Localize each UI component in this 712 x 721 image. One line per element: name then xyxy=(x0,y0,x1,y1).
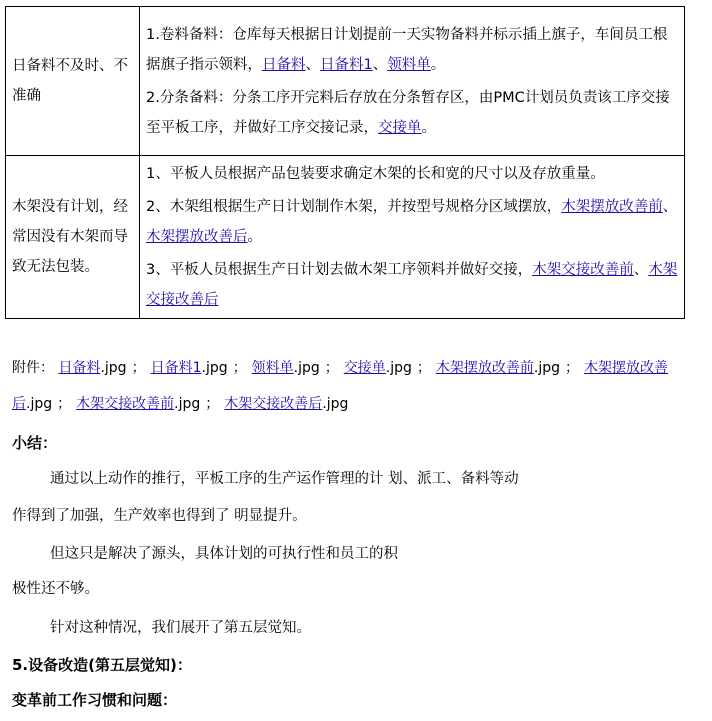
problem-cell xyxy=(6,7,140,156)
attachment-link[interactable]: 领料单 xyxy=(387,56,431,73)
measures-cell xyxy=(140,156,685,319)
measure-text: 2、木架组根据生产日计划制作木架，并按型号规格分区域摆放， xyxy=(146,199,562,215)
measure-text: 1.卷料备料：仓库每天根据日计划提前一天实物备料并标示插上旗子，车间员工根据旗子指示领料， xyxy=(146,26,668,73)
attachment-separator: ； xyxy=(205,396,220,412)
measure-paragraph xyxy=(146,159,678,189)
attachment-file-ext: .jpg xyxy=(100,360,127,376)
section5-heading: 5.设备改造(第五层觉知)： xyxy=(12,656,192,674)
link-separator: 、 xyxy=(305,56,320,73)
attachment-file-link[interactable]: 领料单 xyxy=(251,360,294,376)
measure-paragraph xyxy=(146,20,678,80)
problem-text: 日备料不及时、不准确 xyxy=(12,58,128,104)
measure-text: 1、平板人员根据产品包装要求确定木架的长和宽的尺寸以及存放重量。 xyxy=(146,166,605,182)
attachment-separator: ； xyxy=(57,396,72,412)
attachment-link[interactable]: 交接单 xyxy=(378,119,422,136)
measure-text: 2.分条备料：分条工序开完料后存放在分条暂存区，由PMC计划员负责该工序交接至平板工序，并做好工序交接记录， xyxy=(146,89,670,136)
attachment-file-link[interactable]: 木架摆放改善后 xyxy=(12,360,668,412)
measure-paragraph xyxy=(146,83,678,143)
problem-cell xyxy=(6,156,140,319)
attachment-link[interactable]: 木架摆放改善前 xyxy=(561,199,663,215)
attachment-file-ext: .jpg xyxy=(293,360,320,376)
attachment-separator: ； xyxy=(416,360,431,376)
attachment-file-link[interactable]: 交接单 xyxy=(343,360,386,376)
section5-subheading: 变革前工作习惯和问题： xyxy=(12,691,178,709)
attachments-line xyxy=(12,350,684,422)
problem-text: 木架没有计划，经常因没有木架而导致无法包装。 xyxy=(12,199,128,275)
attachment-link[interactable]: 木架摆放改善后 xyxy=(146,229,248,245)
summary-heading: 小结： xyxy=(12,434,58,452)
attachment-separator: ； xyxy=(565,360,579,376)
attachment-link[interactable]: 日备料 xyxy=(262,56,306,73)
measure-paragraph xyxy=(146,192,678,252)
attachment-link[interactable]: 木架交接改善后 xyxy=(146,262,678,308)
link-separator: 、 xyxy=(633,262,649,278)
attachment-separator: ； xyxy=(324,360,339,376)
attachment-file-ext: .jpg xyxy=(26,396,53,412)
attachment-file-link[interactable]: 日备料1 xyxy=(150,360,202,376)
attachment-link[interactable]: 日备料1 xyxy=(320,56,373,73)
attachment-file-link[interactable]: 木架交接改善后 xyxy=(224,396,323,412)
attachment-file-ext: .jpg xyxy=(201,360,228,376)
summary-para2-line1: 但这只是解决了源头，具体计划的可执行性和员工的积 xyxy=(50,546,398,562)
measures-cell xyxy=(140,7,685,156)
link-separator: 、 xyxy=(662,199,678,215)
link-separator: 、 xyxy=(372,56,388,73)
attachment-file-ext: .jpg xyxy=(533,360,560,376)
summary-para3: 针对这种情况，我们展开了第五层觉知。 xyxy=(50,620,311,636)
summary-para2-line2: 极性还不够。 xyxy=(12,581,99,597)
measure-tail: 。 xyxy=(430,56,446,73)
attachment-link[interactable]: 木架交接改善前 xyxy=(532,262,634,278)
attachment-file-ext: .jpg xyxy=(174,396,201,412)
issues-table xyxy=(5,6,685,319)
attachment-file-ext: .jpg xyxy=(322,396,349,412)
measure-tail: 。 xyxy=(247,229,262,245)
measure-paragraph xyxy=(146,255,678,315)
attachments-label: 附件： xyxy=(12,360,54,376)
measure-text: 3、平板人员根据生产日计划去做木架工序领料并做好交接， xyxy=(146,262,533,278)
summary-para1-line1: 通过以上动作的推行，平板工序的生产运作管理的计 划、派工、备料等动 xyxy=(50,471,519,487)
attachment-file-link[interactable]: 日备料 xyxy=(58,360,101,376)
table-row xyxy=(6,7,685,156)
attachment-file-link[interactable]: 木架摆放改善前 xyxy=(435,360,534,376)
attachment-separator: ； xyxy=(232,360,247,376)
attachment-file-link[interactable]: 木架交接改善前 xyxy=(76,396,175,412)
table-row xyxy=(6,156,685,319)
attachment-separator: ； xyxy=(131,360,146,376)
measure-tail: 。 xyxy=(421,119,436,136)
summary-para1-line2: 作得到了加强，生产效率也得到了 明显提升。 xyxy=(12,508,307,524)
attachment-file-ext: .jpg xyxy=(385,360,412,376)
